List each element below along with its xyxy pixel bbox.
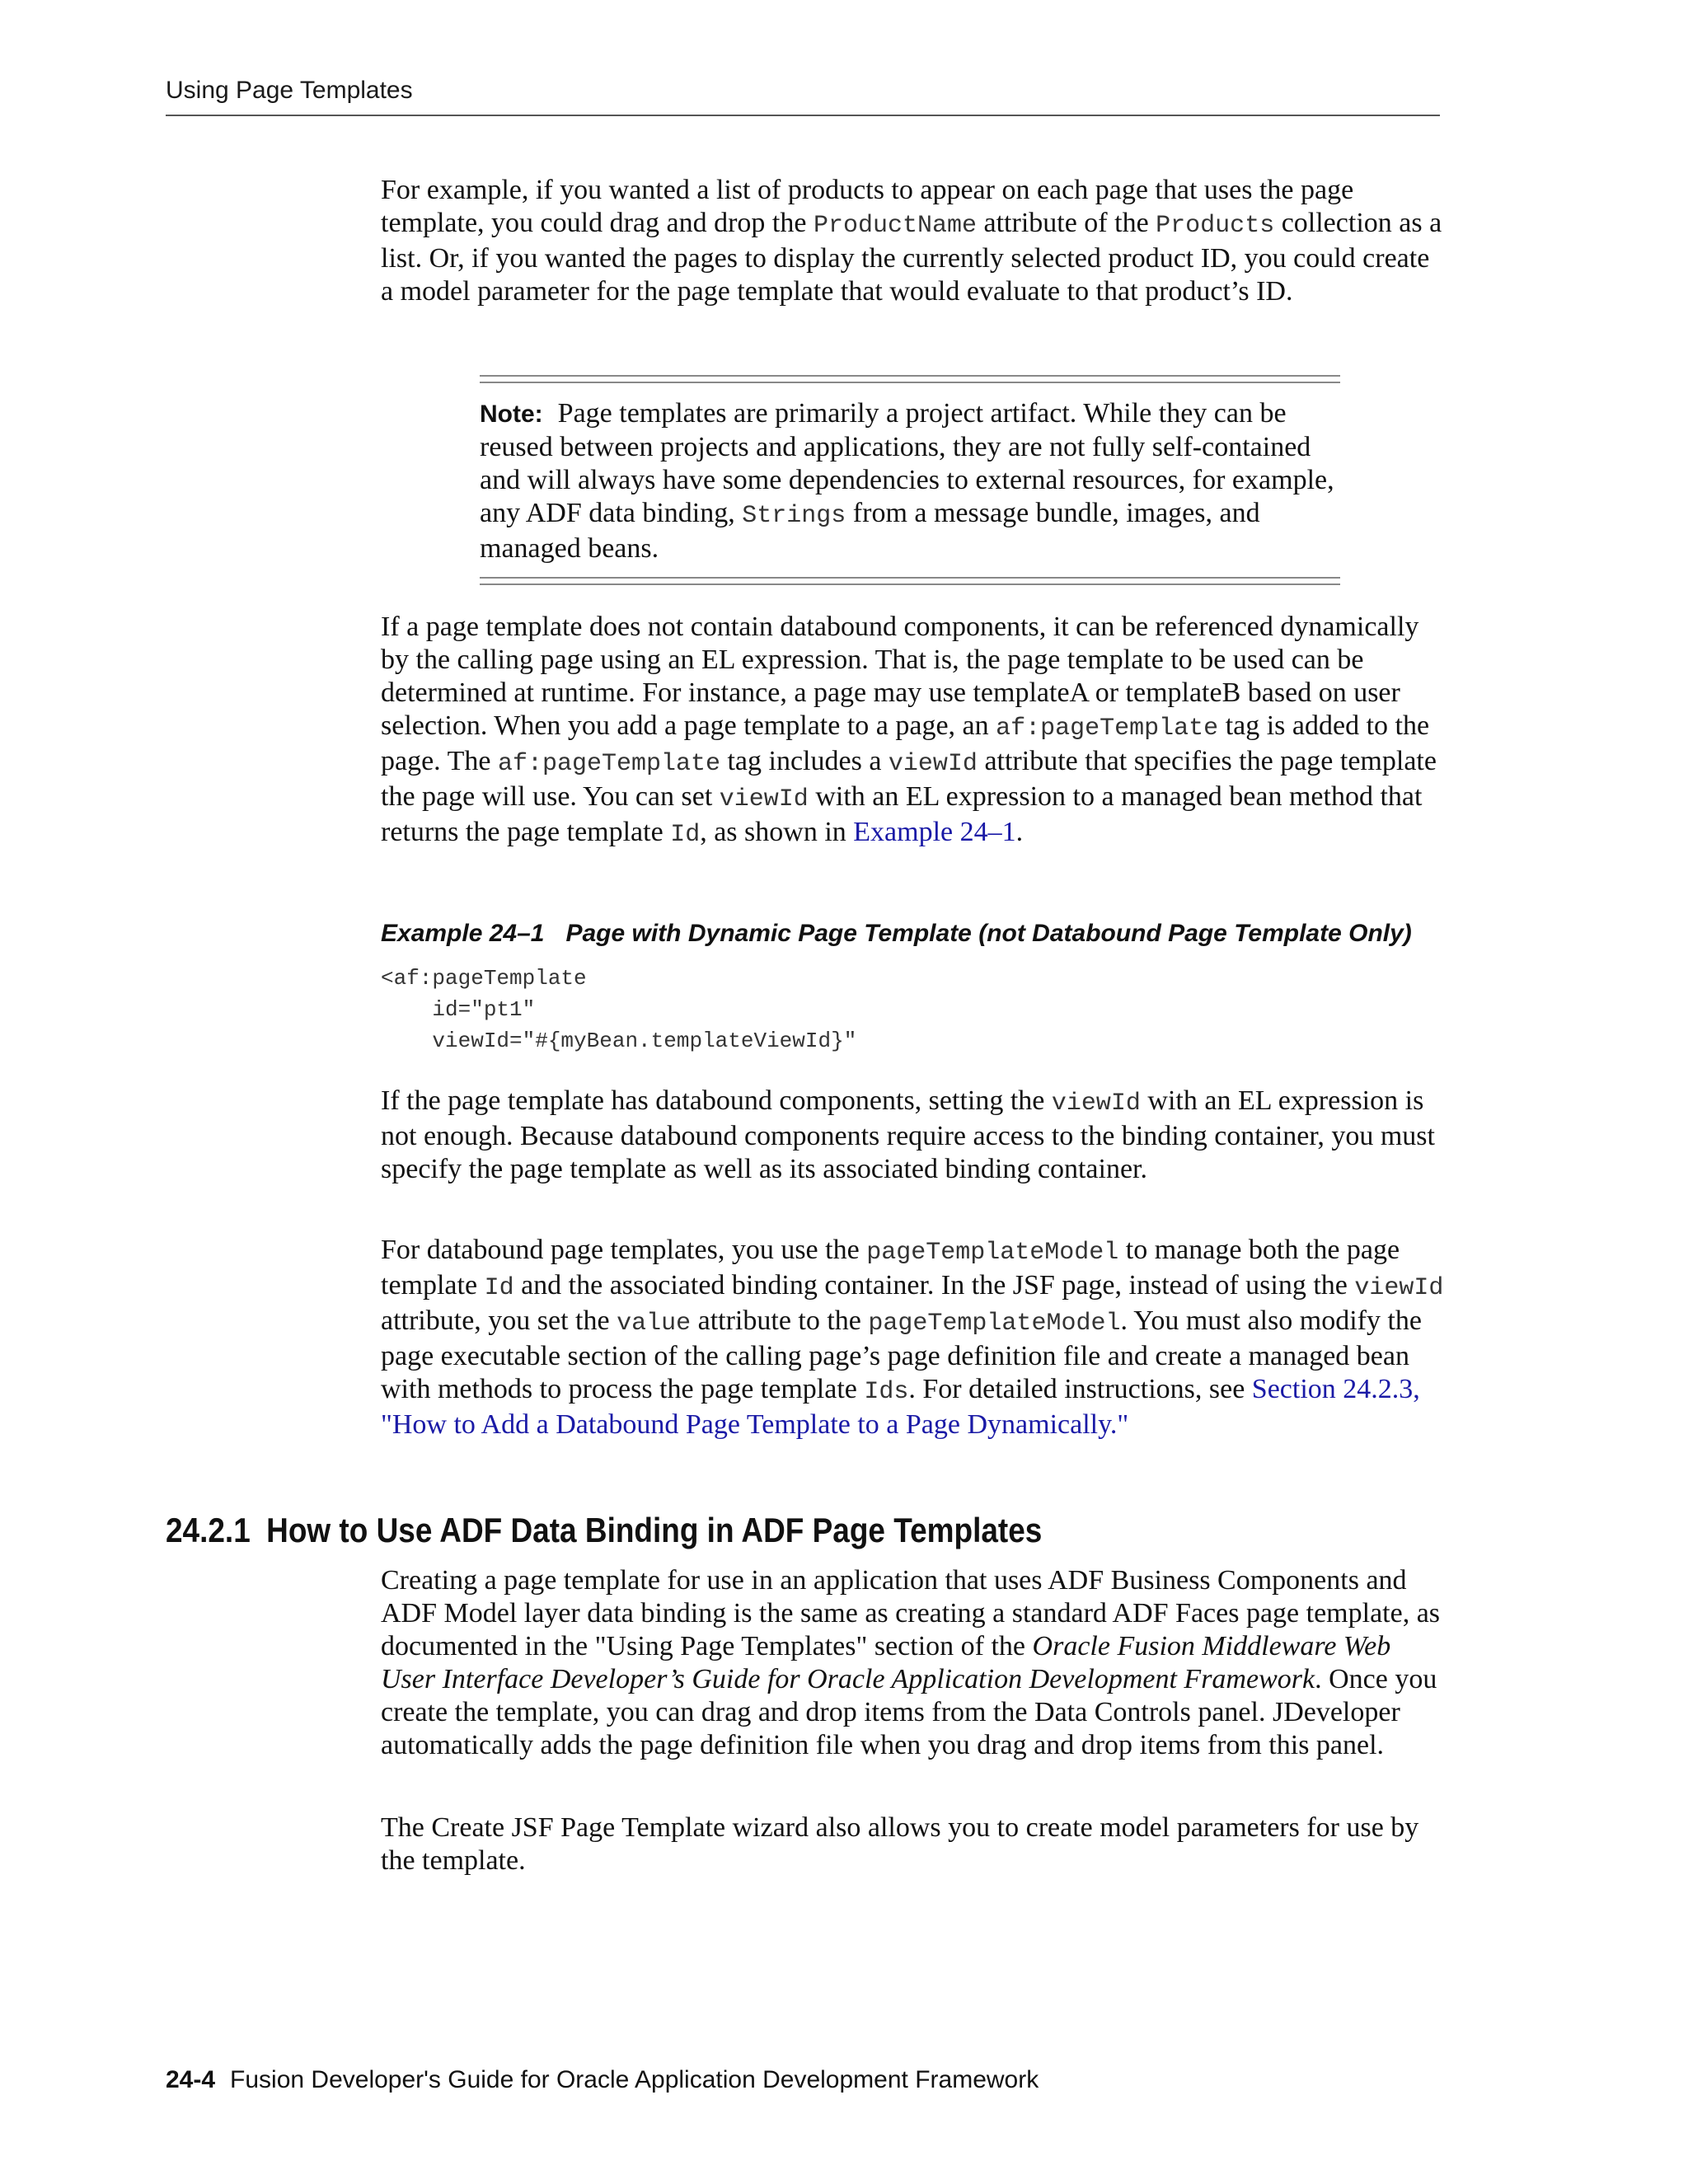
- section-number: 24.2.1: [166, 1511, 251, 1549]
- text-run: with an EL expression is not enough. Because databound components require access to the binding container, you must specify the page template as well as its associated binding container.: [381, 1085, 1435, 1184]
- dynamic-template-paragraph: [381, 611, 1444, 851]
- code-af-pagetemplate: af:pageTemplate: [996, 715, 1219, 743]
- intro-text: [381, 174, 1444, 308]
- example-24-1-link[interactable]: Example 24–1: [853, 817, 1016, 847]
- template-model-text: [381, 1234, 1444, 1441]
- code-af-pagetemplate: af:pageTemplate: [497, 750, 720, 778]
- page-number: 24-4: [166, 2066, 216, 2093]
- text-run: from a message bundle, images, and managed beans.: [480, 498, 1260, 564]
- text-run: with an EL expression to a managed bean method that returns the page template: [381, 781, 1423, 847]
- text-run: If the page template has databound components, setting the: [381, 1085, 1052, 1116]
- code-id: Id: [484, 1274, 514, 1302]
- section-24-2-3-link[interactable]: Section 24.2.3, "How to Add a Databound Page Template to a Page Dynamically.": [381, 1374, 1420, 1440]
- text-run: . Once you create the template, you can drag and drop items from the Data Controls panel. JDeveloper automatically adds the page definition file when you drag and drop items from this panel.: [381, 1664, 1437, 1760]
- text-run: . You must also modify the page executable section of the calling page’s page definition file and create a managed bean with methods to process the page template: [381, 1305, 1423, 1404]
- example-title: [381, 919, 1412, 949]
- text-run: Page templates are primarily a project artifact. While they can be reused between projects and applications, they are not fully self-contained and will always have some dependencies to external resources, for example, any ADF data binding,: [480, 398, 1334, 528]
- code-pagetemplatemodel: pageTemplateModel: [868, 1310, 1121, 1338]
- intro-paragraph: [381, 174, 1444, 308]
- section-title: How to Use ADF Data Binding in ADF Page Templates: [266, 1511, 1043, 1549]
- header-divider: [166, 115, 1440, 116]
- example-number: Example 24–1: [381, 920, 545, 947]
- note-box: [480, 375, 1340, 585]
- text-run: , as shown in: [700, 817, 854, 847]
- adf-binding-paragraph: [381, 1564, 1444, 1762]
- footer-book-title: Fusion Developer's Guide for Oracle Application Development Framework: [230, 2066, 1039, 2093]
- code-products: Products: [1156, 212, 1275, 240]
- code-id: Id: [670, 821, 701, 849]
- note-bottom-rule: [480, 577, 1340, 585]
- code-pagetemplatemodel: pageTemplateModel: [866, 1239, 1119, 1267]
- text-run: to manage both the page template: [381, 1235, 1400, 1301]
- text-run: collection as a list. Or, if you wanted the pages to display the currently selected product ID, you could create a model parameter for the page template that would evaluate to that product’s ID.: [381, 208, 1442, 307]
- code-strings: Strings: [742, 502, 846, 530]
- databound-text: [381, 1085, 1444, 1186]
- code-viewid: viewId: [888, 750, 978, 778]
- code-ids: Ids: [864, 1378, 909, 1406]
- text-run: attribute that specifies the page template the page will use. You can set: [381, 746, 1437, 812]
- book-title-reference: Oracle Fusion Middleware Web User Interface Developer’s Guide for Oracle Application Development Framework: [381, 1631, 1391, 1694]
- text-run: attribute of the: [977, 208, 1156, 238]
- text-run: For databound page templates, you use the: [381, 1235, 867, 1265]
- note-top-rule: [480, 375, 1340, 383]
- running-header: Using Page Templates: [166, 77, 413, 104]
- text-run: If a page template does not contain databound components, it can be referenced dynamically by the calling page using an EL expression. That is, the page template to be used can be determined at runtime. For instance, a page may use templateA or templateB based on user selection. When you add a page template to a page, an: [381, 612, 1419, 741]
- code-example: <af:pageTemplate id="pt1" viewId="#{myBean.templateViewId}": [381, 966, 857, 1053]
- text-run: .: [1015, 817, 1024, 847]
- note-body: [480, 383, 1340, 577]
- adf-binding-text: [381, 1564, 1444, 1762]
- databound-paragraph: [381, 1085, 1444, 1186]
- text-run: and the associated binding container. In the JSF page, instead of using the: [513, 1270, 1355, 1301]
- text-run: For example, if you wanted a list of products to appear on each page that uses the page template, you could drag and drop the: [381, 175, 1354, 238]
- text-run: . For detailed instructions, see: [908, 1374, 1252, 1404]
- wizard-text: The Create JSF Page Template wizard also allows you to create model parameters for use by the template.: [381, 1812, 1419, 1876]
- code-viewid: viewId: [719, 785, 809, 813]
- text-run: attribute, you set the: [381, 1305, 617, 1336]
- text-run: Creating a page template for use in an application that uses ADF Business Components and ADF Model layer data binding is the same as creating a standard ADF Faces page template, as documented in the "Using Page Templates" section of the: [381, 1565, 1441, 1661]
- code-value: value: [617, 1310, 692, 1338]
- dynamic-text: [381, 611, 1444, 851]
- code-productname: ProductName: [813, 212, 978, 240]
- wizard-paragraph: [381, 1811, 1444, 1877]
- section-heading: [166, 1510, 1042, 1551]
- text-run: attribute to the: [691, 1305, 869, 1336]
- template-model-paragraph: [381, 1234, 1444, 1441]
- code-viewid: viewId: [1051, 1090, 1141, 1118]
- note-label: Note:: [480, 401, 543, 428]
- text-run: tag is added to the page. The: [381, 710, 1430, 776]
- example-caption: Page with Dynamic Page Template (not Databound Page Template Only): [565, 920, 1412, 947]
- page-footer: [166, 2065, 1039, 2095]
- code-viewid: viewId: [1354, 1274, 1444, 1302]
- text-run: tag includes a: [720, 746, 889, 776]
